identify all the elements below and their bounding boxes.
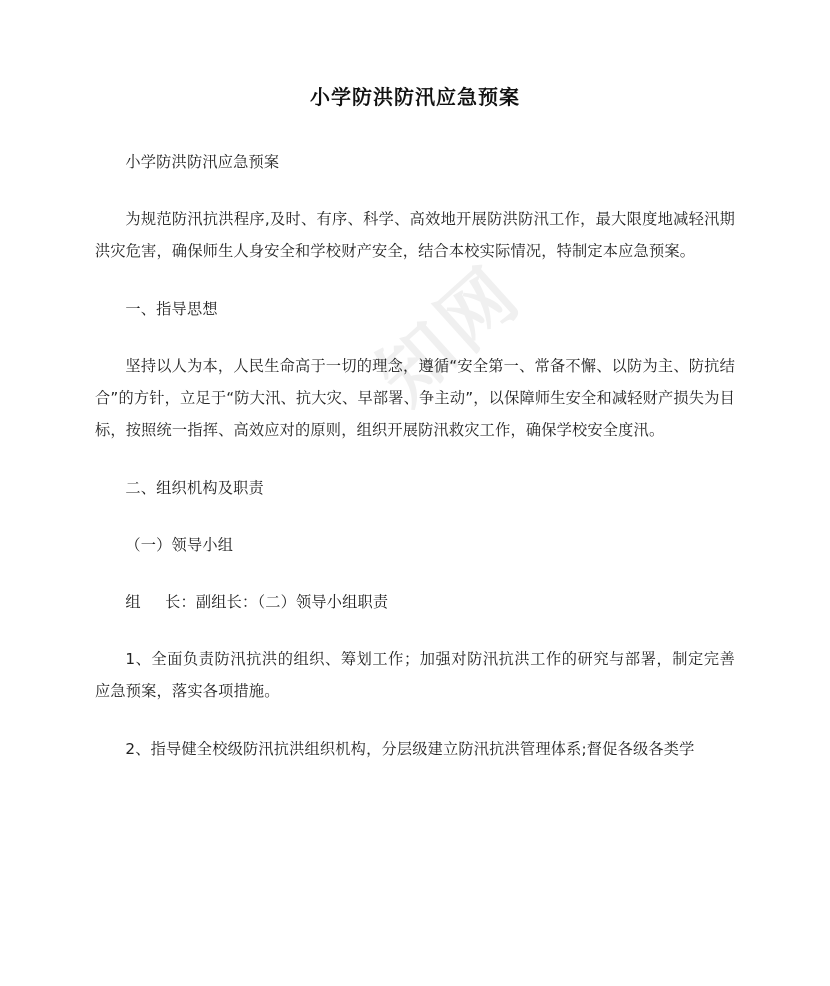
subtitle-line: 小学防洪防汛应急预案 [125,153,280,171]
duty-item-2: 2、指导健全校级防汛抗洪组织机构，分层级建立防汛抗洪管理体系;督促各级各类学 [125,739,695,758]
section-one-heading: 一、指导思想 [125,299,218,318]
leader-line-rest: 长：副组长：（二）领导小组职责 [165,592,389,611]
section-one-body: 坚持以人为本，人民生命高于一切的理念，遵循“安全第一、常备不懈、以防为主、防抗结合”的方针，立足于“防大汛、抗大灾、早部署、争主动”，以保障师生安全和减轻财产损失为目标，按照统一指挥、高效应对的原则，组织开展防汛救灾工作，确保学校安全度汛。 [95,356,735,440]
watermark-text: 知网 [361,249,539,421]
intro-paragraph: 为规范防汛抗洪程序,及时、有序、科学、高效地开展防洪防汛工作，最大限度地减轻汛期洪灾危害，确保师生人身安全和学校财产安全，结合本校实际情况，特制定本应急预案。 [95,210,735,261]
duty-item-1: 1、全面负责防汛抗洪的组织、筹划工作；加强对防汛抗洪工作的研究与部署，制定完善应急预案，落实各项措施。 [95,650,735,701]
document-content [95,0,735,765]
leader-line-prefix: 组 [125,592,141,611]
page-title: 小学防洪防汛应急预案 [310,85,520,109]
subsection-one-heading: （一）领导小组 [125,535,234,554]
leader-line [95,586,735,618]
section-two-heading: 二、组织机构及职责 [125,478,264,497]
